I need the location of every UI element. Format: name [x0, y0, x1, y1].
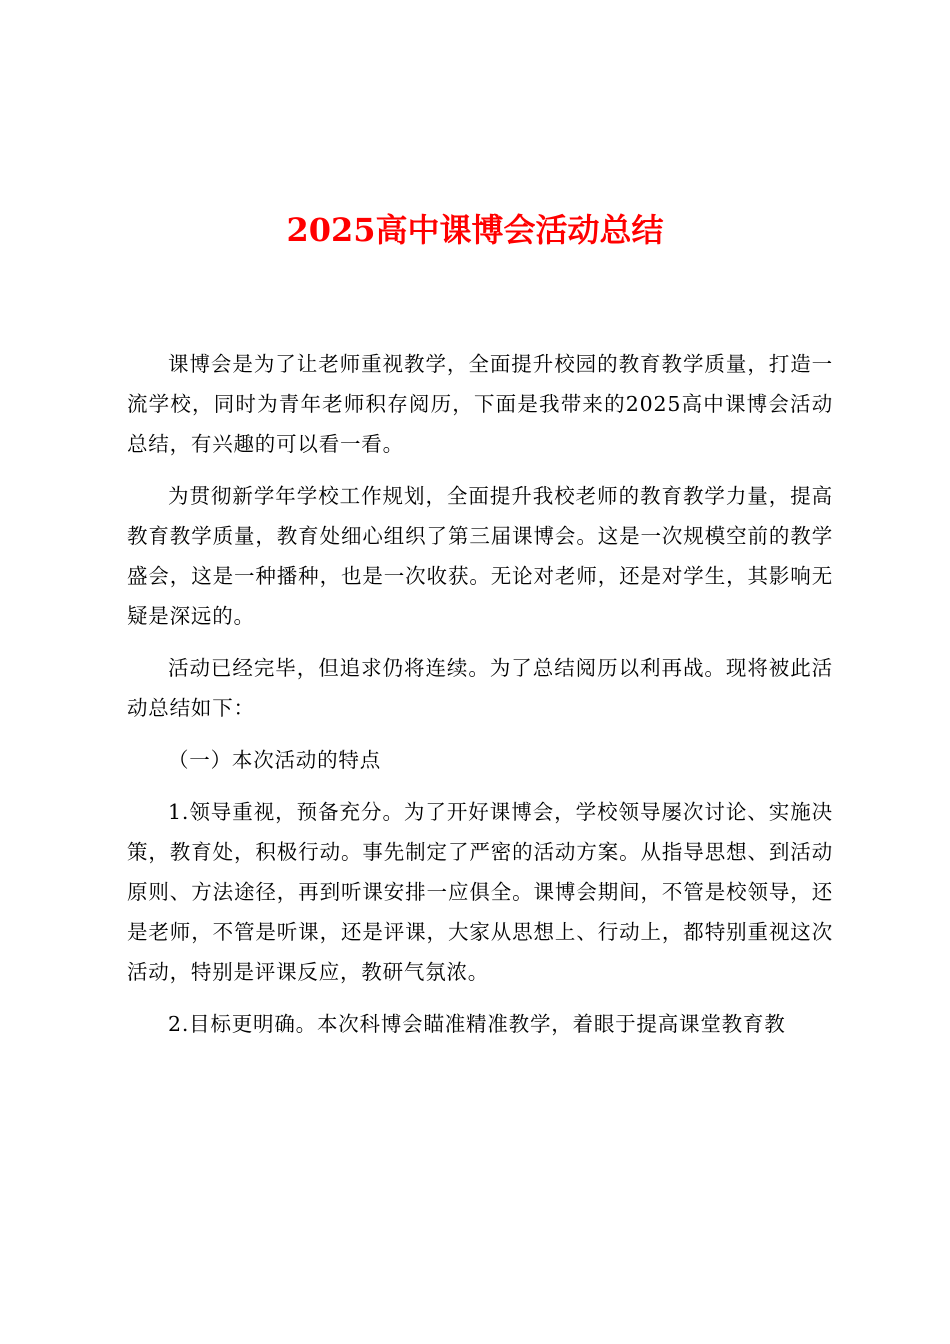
paragraph-point-1: 1.领导重视，预备充分。为了开好课博会，学校领导屡次讨论、实施决策，教育处，积极行动。事先制定了严密的活动方案。从指导思想、到活动原则、方法途径，再到听课安排一应俱全。课博会期间，不管是校领导，还是老师，不管是听课，还是评课，大家从思想上、行动上，都特别重视这次活动，特别是评课反应，教研气氛浓。 — [127, 800, 833, 984]
document-body — [127, 344, 833, 1056]
paragraph-point-2: 2.目标更明确。本次科博会瞄准精准教学，着眼于提高课堂教育教 — [168, 1012, 786, 1036]
section-heading-features: （一）本次活动的特点 — [168, 748, 381, 772]
paragraph-intro: 课博会是为了让老师重视教学，全面提升校园的教育教学质量，打造一流学校，同时为青年老师积存阅历，下面是我带来的2025高中课博会活动总结，有兴趣的可以看一看。 — [127, 352, 833, 456]
paragraph-summary-lead: 活动已经完毕，但追求仍将连续。为了总结阅历以利再战。现将被此活动总结如下： — [127, 656, 833, 720]
document-title: 2025高中课博会活动总结 — [286, 211, 664, 249]
paragraph-background: 为贯彻新学年学校工作规划，全面提升我校老师的教育教学力量，提高教育教学质量，教育处细心组织了第三届课博会。这是一次规模空前的教学盛会，这是一种播种，也是一次收获。无论对老师，还是对学生，其影响无疑是深远的。 — [127, 484, 833, 628]
